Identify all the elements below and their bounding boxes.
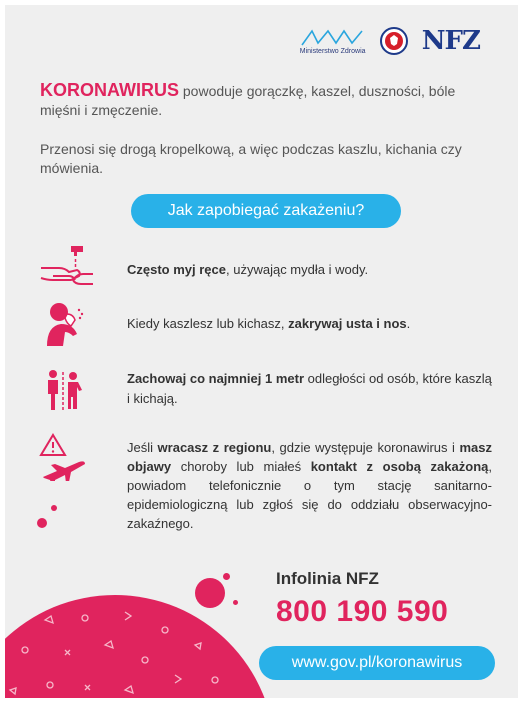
- tip-distance: [127, 369, 492, 409]
- emblem-icon: [380, 27, 408, 55]
- website-link[interactable]: www.gov.pl/koronawirus: [259, 646, 495, 680]
- travel-warning-icon: [39, 433, 89, 481]
- virus-dot: [223, 573, 230, 580]
- tip-travel-p2: , gdzie występuje koronawirus i: [271, 440, 460, 455]
- hotline-phone[interactable]: 800 190 590: [276, 595, 449, 628]
- ministry-logo: [300, 27, 366, 55]
- tip-wash-text: , używając mydła i wody.: [226, 262, 369, 277]
- tip-travel-b1: wracasz z regionu: [157, 440, 272, 455]
- tip-distance-bold: Zachowaj co najmniej 1 metr: [127, 371, 304, 386]
- tip-travel-p1: Jeśli: [127, 440, 158, 455]
- distance-icon: [39, 368, 87, 412]
- poster: [5, 5, 518, 698]
- logos: [300, 27, 480, 55]
- tip-travel-b3: kontakt z osobą zakażoną: [310, 459, 489, 474]
- transmission-paragraph: Przenosi się drogą kropelkową, a więc podczas kaszlu, kichania czy mówienia.: [40, 141, 462, 176]
- nfz-logo: NFZ: [421, 26, 480, 56]
- tip-wash: [127, 260, 492, 280]
- tip-travel-p4: , powiadom telefonicznie o tym stację sanitarno-epidemiologiczną lub zgłoś się do oddziału obserwacyjno-zakaźnego.: [127, 459, 492, 531]
- sneeze-icon: [39, 298, 87, 348]
- intro-text: powoduje gorączkę, kaszel, duszności, bóle mięśni i zmęczenie.: [40, 83, 456, 118]
- tip-cover: [127, 314, 492, 334]
- tip-distance-text: odległości od osób, które kaszlą i kichają.: [127, 371, 492, 406]
- tip-wash-bold: Często myj ręce: [127, 262, 226, 277]
- prevent-heading: Jak zapobiegać zakażeniu?: [131, 194, 401, 228]
- keyword: KORONAWIRUS: [40, 80, 179, 100]
- intro-paragraph: [40, 81, 490, 120]
- ministry-wave-icon: [300, 27, 366, 47]
- virus-dot: [37, 518, 47, 528]
- tip-travel: [127, 438, 492, 533]
- tip-travel-b2: masz objawy: [127, 440, 493, 474]
- tip-cover-post: .: [406, 316, 411, 331]
- tip-cover-pre: Kiedy kaszlesz lub kichasz,: [127, 316, 289, 331]
- ministry-text: Ministerstwo Zdrowia: [299, 48, 366, 55]
- hand-wash-icon: [39, 242, 95, 288]
- virus-dot: [51, 505, 57, 511]
- virus-graphic: [5, 590, 275, 698]
- hotline-label: Infolinia NFZ: [276, 569, 379, 588]
- tip-travel-p3: choroby lub miałeś: [171, 459, 311, 474]
- tip-cover-bold: zakrywaj usta i nos: [288, 316, 407, 331]
